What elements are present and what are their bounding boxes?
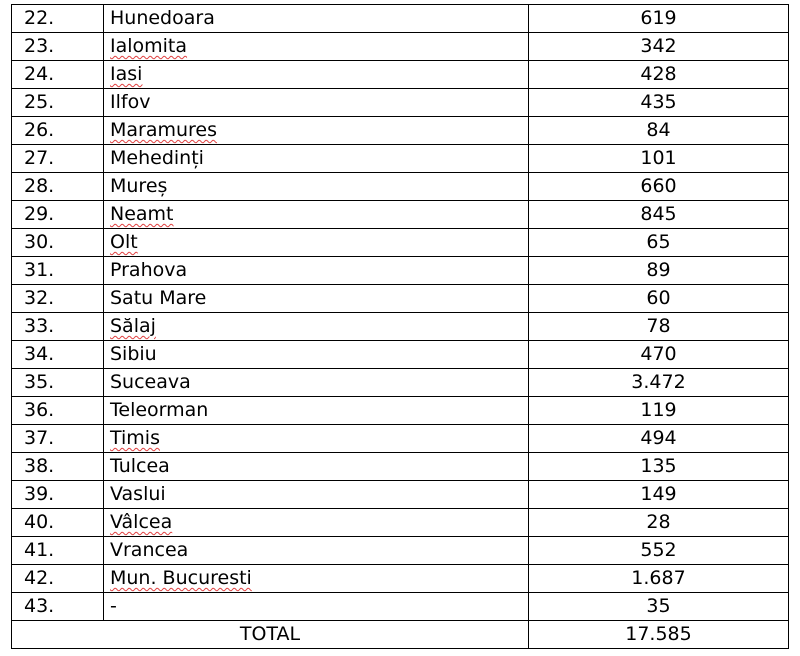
row-number: 42.	[12, 565, 104, 593]
total-value: 17.585	[529, 621, 789, 649]
table-row	[12, 425, 789, 453]
row-number: 26.	[12, 117, 104, 145]
county-name: Hunedoara	[110, 7, 215, 29]
table-row	[12, 509, 789, 537]
county-name: Timis	[110, 427, 160, 449]
county-name: Satu Mare	[110, 287, 207, 309]
county-name-cell	[104, 201, 529, 229]
county-name: Iasi	[110, 63, 143, 85]
row-number: 41.	[12, 537, 104, 565]
row-number: 34.	[12, 341, 104, 369]
county-value: 1.687	[529, 565, 789, 593]
table-row	[12, 341, 789, 369]
county-name-cell	[104, 33, 529, 61]
total-label: TOTAL	[12, 621, 529, 649]
county-name-cell	[104, 117, 529, 145]
county-value: 470	[529, 341, 789, 369]
table-row	[12, 593, 789, 621]
county-value: 3.472	[529, 369, 789, 397]
county-name: Mehedinți	[110, 147, 204, 169]
county-name-cell	[104, 341, 529, 369]
county-value: 552	[529, 537, 789, 565]
county-name: Sibiu	[110, 343, 157, 365]
table-row	[12, 117, 789, 145]
county-name-cell	[104, 509, 529, 537]
table-row	[12, 89, 789, 117]
table-row	[12, 397, 789, 425]
table-row	[12, 481, 789, 509]
table-row	[12, 537, 789, 565]
row-number: 36.	[12, 397, 104, 425]
row-number: 25.	[12, 89, 104, 117]
row-number: 24.	[12, 61, 104, 89]
table-row	[12, 173, 789, 201]
table-row	[12, 453, 789, 481]
county-name-cell	[104, 145, 529, 173]
row-number: 28.	[12, 173, 104, 201]
county-value: 89	[529, 257, 789, 285]
county-name: Vâlcea	[110, 511, 173, 533]
county-name-cell	[104, 229, 529, 257]
row-number: 43.	[12, 593, 104, 621]
total-section	[12, 621, 789, 649]
county-name: Tulcea	[110, 455, 170, 477]
county-value: 65	[529, 229, 789, 257]
county-name: Ialomita	[110, 35, 188, 57]
county-name: Prahova	[110, 259, 188, 281]
table-row	[12, 257, 789, 285]
county-name-cell	[104, 313, 529, 341]
county-value: 428	[529, 61, 789, 89]
county-name-cell	[104, 425, 529, 453]
county-name-cell	[104, 397, 529, 425]
county-value: 342	[529, 33, 789, 61]
county-name-cell	[104, 257, 529, 285]
row-number: 27.	[12, 145, 104, 173]
county-name: Maramures	[110, 119, 218, 141]
county-name-cell	[104, 453, 529, 481]
county-name: Teleorman	[110, 399, 209, 421]
county-name: Vrancea	[110, 539, 189, 561]
table-row	[12, 565, 789, 593]
county-name-cell	[104, 565, 529, 593]
row-number: 38.	[12, 453, 104, 481]
county-name-cell	[104, 593, 529, 621]
county-value: 35	[529, 593, 789, 621]
county-value: 149	[529, 481, 789, 509]
table-row	[12, 313, 789, 341]
county-value: 845	[529, 201, 789, 229]
county-table	[11, 4, 789, 649]
total-row	[12, 621, 789, 649]
county-name: -	[110, 595, 117, 617]
county-name-cell	[104, 61, 529, 89]
row-number: 30.	[12, 229, 104, 257]
row-number: 33.	[12, 313, 104, 341]
row-number: 35.	[12, 369, 104, 397]
row-number: 37.	[12, 425, 104, 453]
table-row	[12, 285, 789, 313]
county-value: 135	[529, 453, 789, 481]
county-table-body	[12, 5, 789, 621]
county-name-cell	[104, 481, 529, 509]
county-name: Neamt	[110, 203, 174, 225]
county-value: 78	[529, 313, 789, 341]
county-name-cell	[104, 369, 529, 397]
county-value: 84	[529, 117, 789, 145]
county-name: Mureș	[110, 175, 168, 197]
county-name-cell	[104, 89, 529, 117]
county-name-cell	[104, 285, 529, 313]
table-row	[12, 369, 789, 397]
county-value: 119	[529, 397, 789, 425]
county-value: 101	[529, 145, 789, 173]
county-name: Olt	[110, 231, 138, 253]
table-row	[12, 229, 789, 257]
county-value: 60	[529, 285, 789, 313]
table-row	[12, 33, 789, 61]
row-number: 40.	[12, 509, 104, 537]
table-row	[12, 61, 789, 89]
county-name-cell	[104, 5, 529, 33]
county-name: Mun. Bucuresti	[110, 567, 252, 589]
county-value: 494	[529, 425, 789, 453]
county-value: 435	[529, 89, 789, 117]
row-number: 31.	[12, 257, 104, 285]
county-name: Suceava	[110, 371, 191, 393]
row-number: 32.	[12, 285, 104, 313]
county-name: Sălaj	[110, 315, 156, 337]
row-number: 29.	[12, 201, 104, 229]
table-row	[12, 201, 789, 229]
county-name-cell	[104, 173, 529, 201]
county-name-cell	[104, 537, 529, 565]
county-value: 660	[529, 173, 789, 201]
county-value: 28	[529, 509, 789, 537]
row-number: 23.	[12, 33, 104, 61]
county-name: Vaslui	[110, 483, 166, 505]
table-row	[12, 145, 789, 173]
row-number: 22.	[12, 5, 104, 33]
county-name: Ilfov	[110, 91, 151, 113]
table-row	[12, 5, 789, 33]
row-number: 39.	[12, 481, 104, 509]
county-value: 619	[529, 5, 789, 33]
